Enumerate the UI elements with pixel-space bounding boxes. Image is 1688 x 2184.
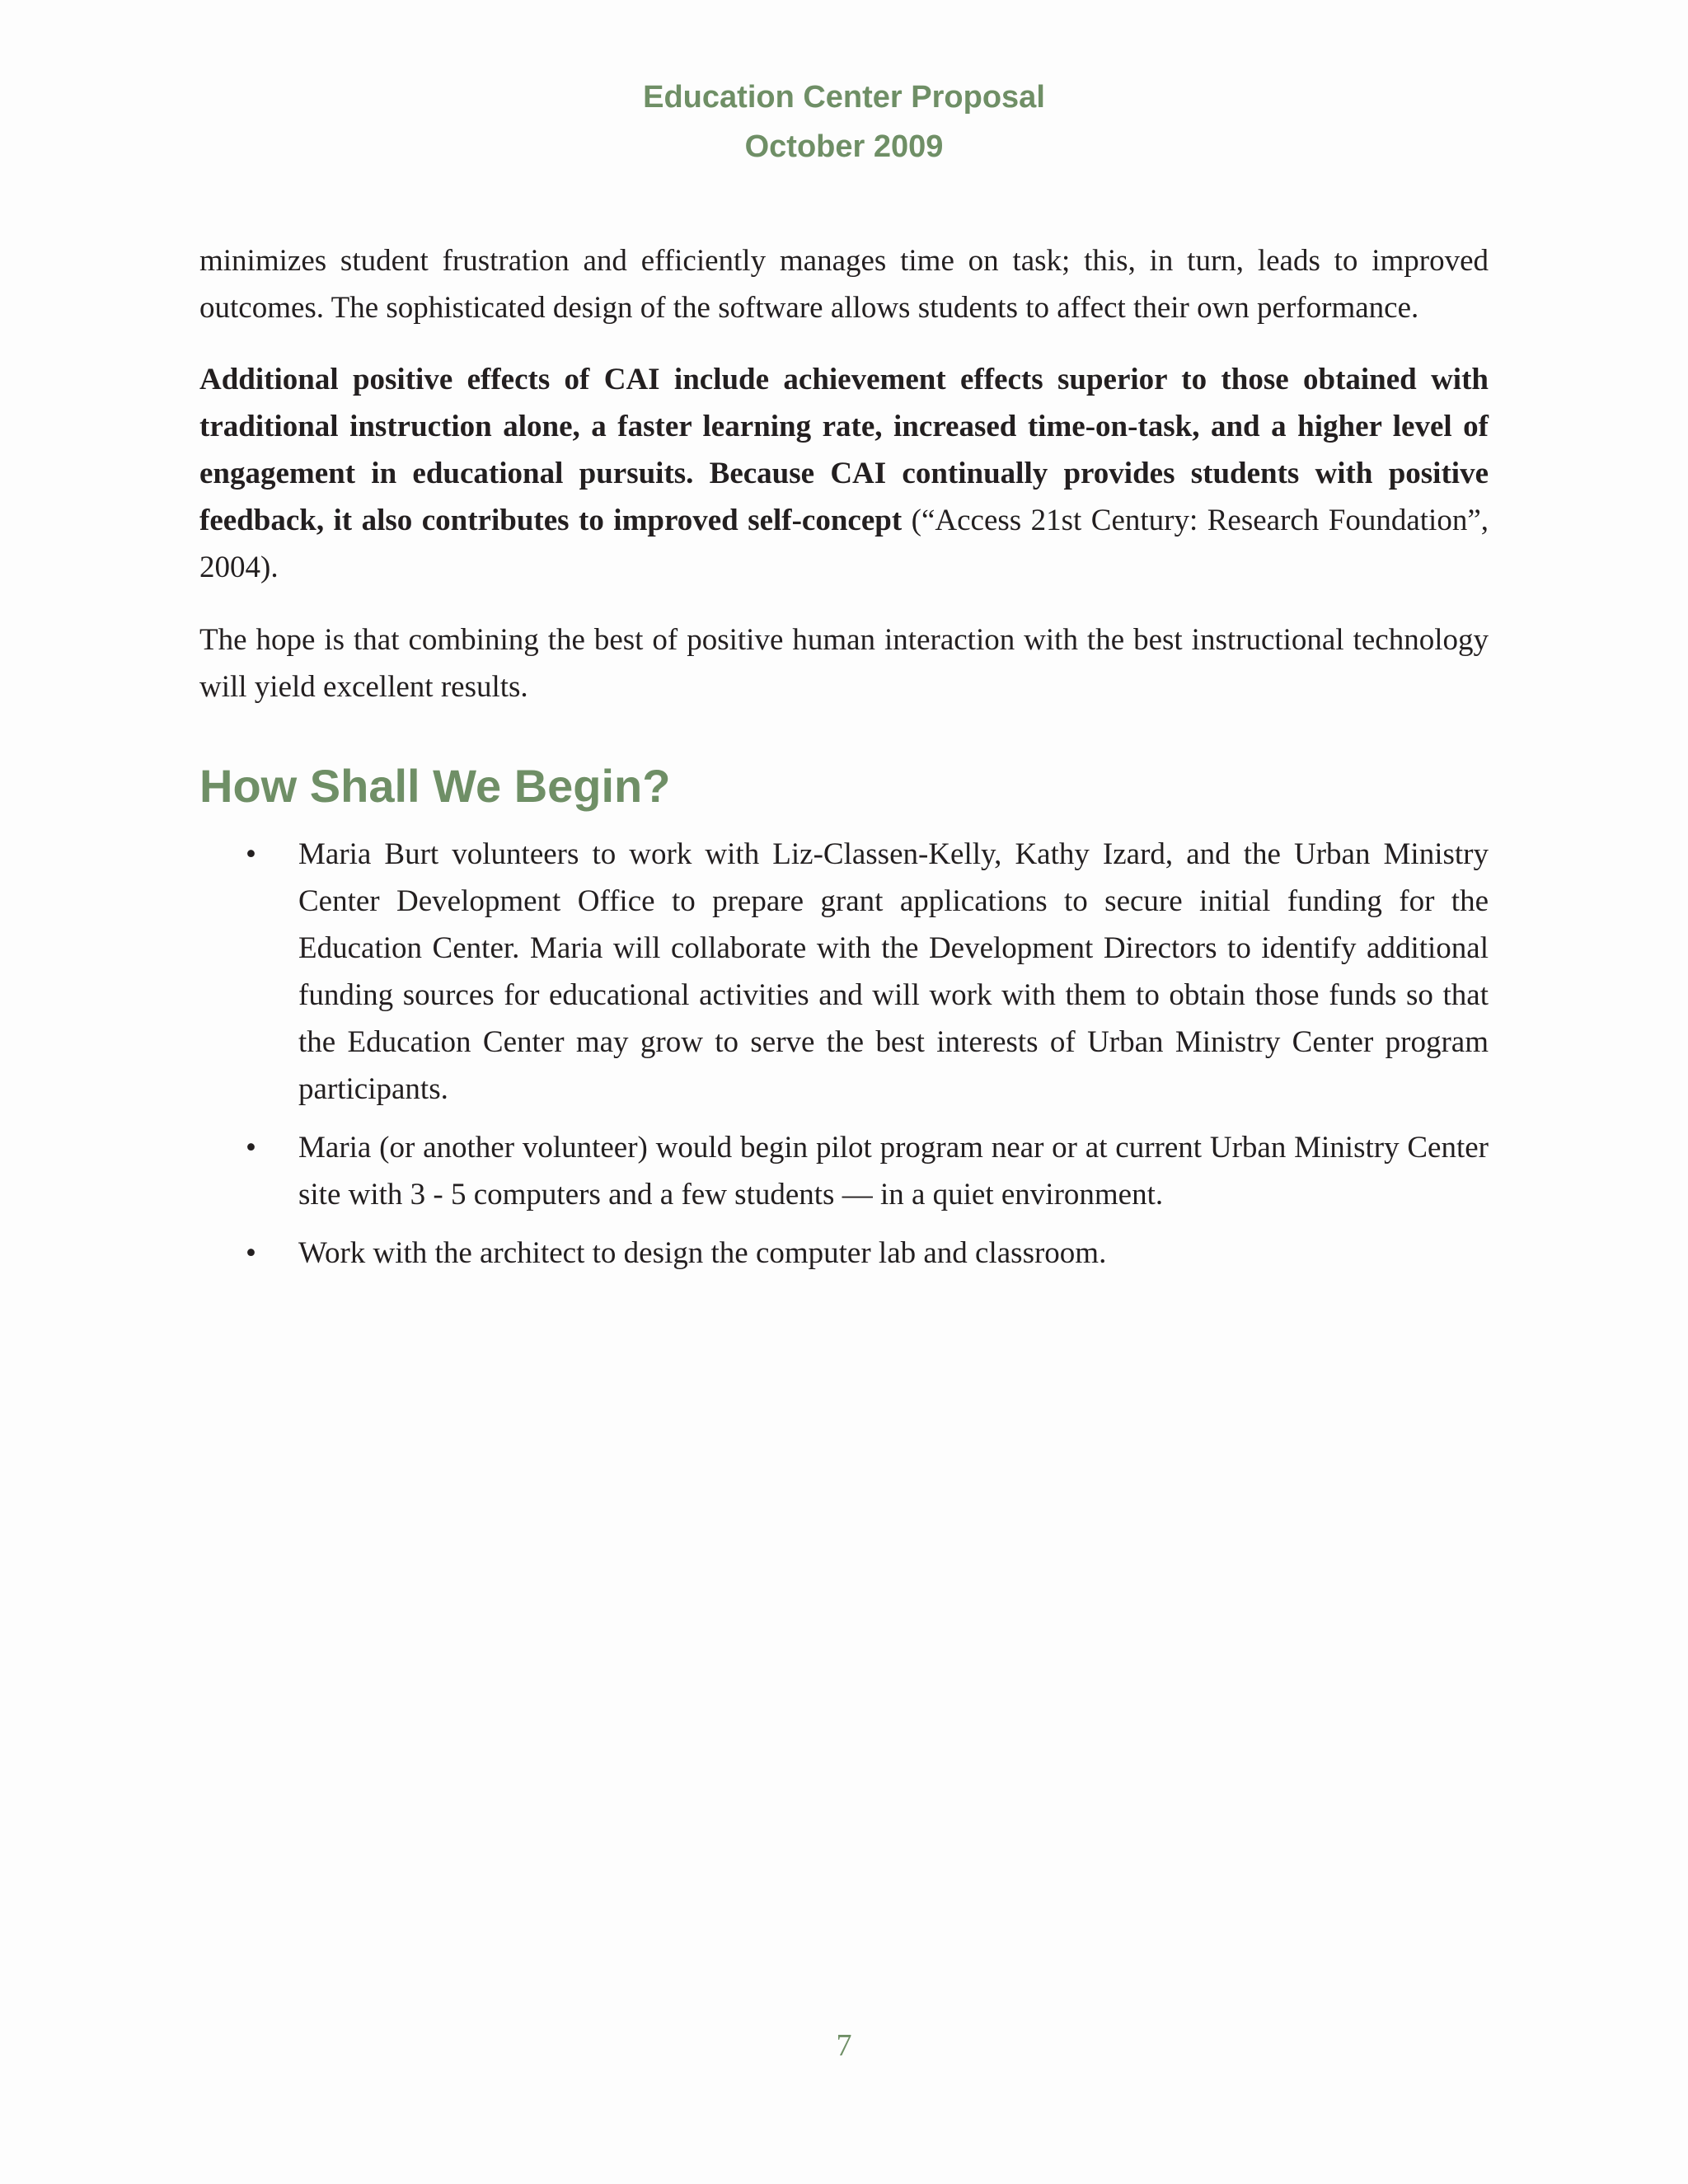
body-paragraph-cai-effects [199,356,1489,591]
list-item-text: Maria Burt volunteers to work with Liz-Classen-Kelly, Kathy Izard, and the Urban Ministry Center Development Office to prepare grant applications to secure initial funding for the Education Center. Maria will collaborate with the Development Directors to identify additional funding sources for educational activities and will work with them to obtain those funds so that the Education Center may grow to serve the best interests of Urban Ministry Center program participants. [298,837,1489,1106]
bullet-icon: • [246,1131,256,1165]
citation-text: (“Access 21st Century: Research Foundation”, 2004). [199,504,1489,584]
document-title: Education Center Proposal [643,80,1045,115]
bullet-icon: • [246,1236,256,1270]
running-header [0,73,1688,171]
section-heading: How Shall We Begin? [199,760,671,812]
list-item-text: Work with the architect to design the computer lab and classroom. [298,1236,1107,1270]
list-item-text: Maria (or another volunteer) would begin pilot program near or at current Urban Ministry Center site with 3 - 5 computers and a few students — in a quiet environment. [298,1131,1489,1212]
cai-effects-bold-text: Additional positive effects of CAI include achievement effects superior to those obtained with traditional instruction alone, a faster learning rate, increased time-on-task, and a higher level of engagement in educational pursuits. Because CAI continually provides students with positive feedback, it also contributes to improved self-concept [199,363,1489,537]
list-item [199,1124,1489,1218]
page-number: 7 [836,2028,852,2063]
list-item [199,1230,1489,1277]
body-paragraph-hope: The hope is that combining the best of positive human interaction with the best instructional technology will yield excellent results. [199,623,1489,704]
body-paragraph-outcomes: minimizes student frustration and efficiently manages time on task; this, in turn, leads to improved outcomes. The sophisticated design of the software allows students to affect their own performance. [199,244,1489,325]
document-date: October 2009 [744,129,944,164]
bullet-icon: • [246,837,256,871]
bullet-list [199,831,1489,1288]
list-item [199,831,1489,1113]
